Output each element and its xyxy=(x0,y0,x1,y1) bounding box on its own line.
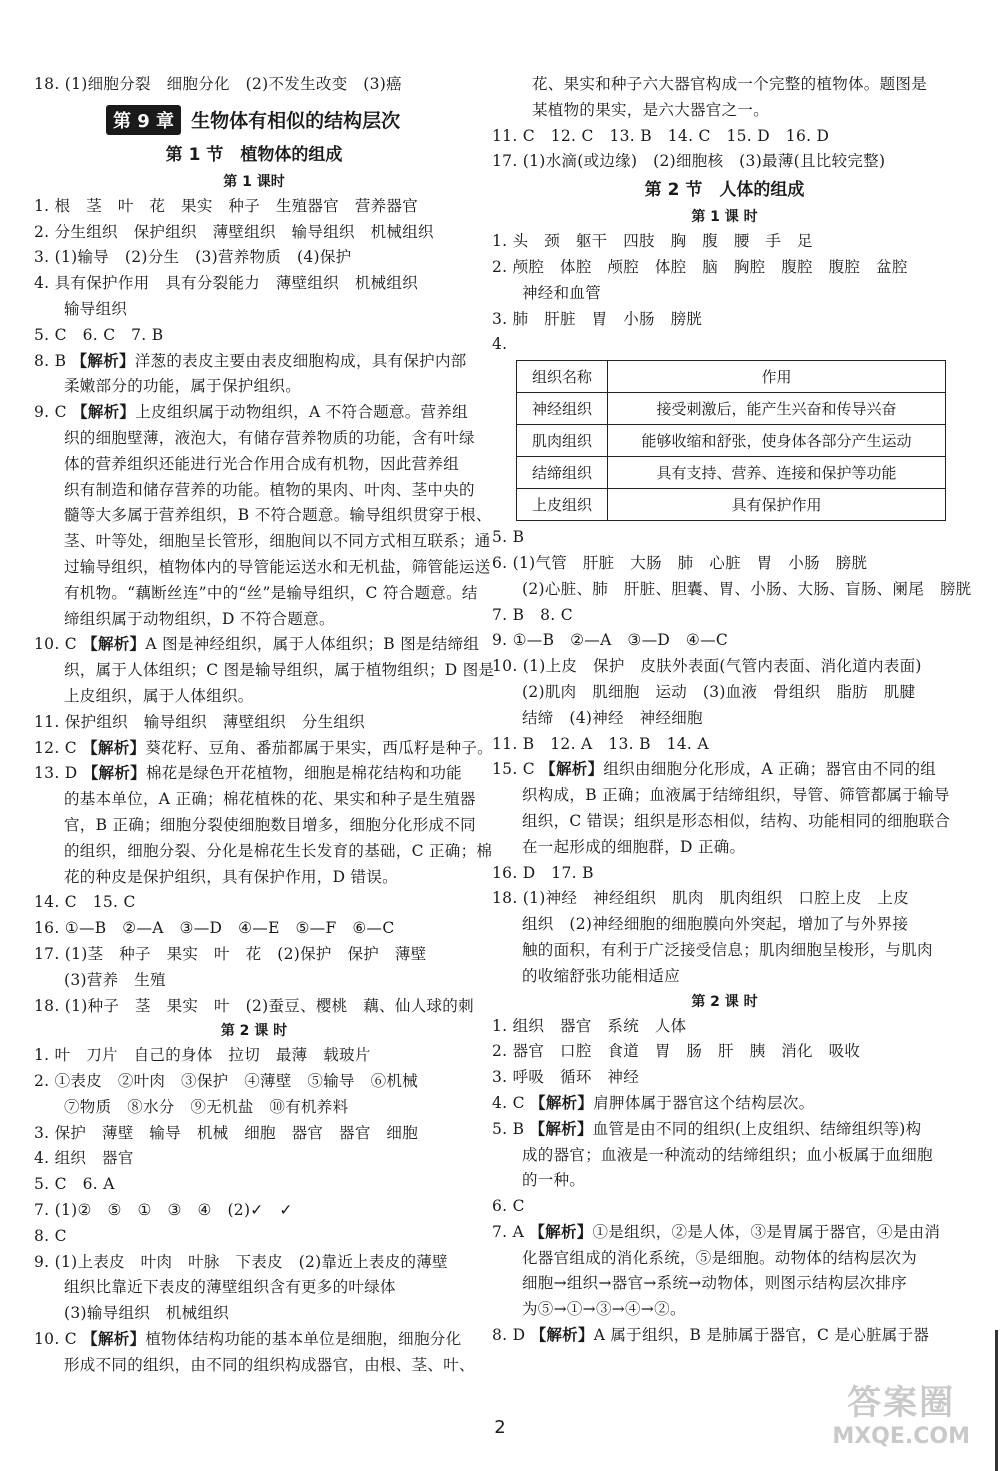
table-cell: 能够收缩和舒张，使身体各部分产生运动 xyxy=(608,425,946,457)
text-line: 1. 叶 刀片 自己的身体 拉切 最薄 载玻片 xyxy=(34,1046,371,1065)
answer-text: A 图是神经组织，属于人体组织；B 图是结缔组 xyxy=(145,635,480,654)
text-line: 4. xyxy=(492,335,508,354)
table-cell: 神经组织 xyxy=(517,393,608,425)
table-cell: 具有支持、营养、连接和保护等功能 xyxy=(608,457,946,489)
analysis-tag: 【解析】 xyxy=(529,1222,593,1241)
analysis-tag: 【解析】 xyxy=(530,1326,594,1345)
answer-number: 15. C xyxy=(492,760,541,779)
text-line: 2. ①表皮 ②叶肉 ③保护 ④薄壁 ⑤输导 ⑥机械 xyxy=(34,1072,419,1091)
answer-text: 洋葱的表皮主要由表皮细胞构成，具有保护内部 xyxy=(134,351,467,370)
answer-text: 棉花是绿色开花植物，细胞是棉花结构和功能 xyxy=(145,764,462,783)
text-line: 11. 保护组织 输导组织 薄壁组织 分生组织 xyxy=(34,712,365,731)
text-line: 16. ①—B ②—A ③—D ④—E ⑤—F ⑥—C xyxy=(34,919,395,938)
text-line: 9. ①—B ②—A ③—D ④—C xyxy=(492,631,729,650)
text-line: ⑦物质 ⑧水分 ⑨无机盐 ⑩有机养料 xyxy=(64,1097,349,1116)
lesson-title: 第 2 课 时 xyxy=(220,1023,288,1040)
text-line: 柔嫩部分的功能，属于保护组织。 xyxy=(64,377,302,396)
text-line: 18. (1)种子 茎 果实 叶 (2)蚕豆、樱桃 藕、仙人球的刺 xyxy=(34,996,474,1015)
text-line: 1. 组织 器官 系统 人体 xyxy=(492,1016,687,1035)
text-line: 7. (1)② ⑤ ① ③ ④ (2)✓ ✓ xyxy=(34,1201,293,1220)
section-title: 第 1 节 植物体的组成 xyxy=(165,144,343,165)
watermark xyxy=(832,1375,970,1449)
text-line: 的基本单位，A 正确；棉花植株的花、果实和种子是生殖器 xyxy=(64,790,476,809)
text-line: 成的器官；血液是一种流动的结缔组织；血小板属于血细胞 xyxy=(522,1145,933,1164)
text-line: (3)营养 生殖 xyxy=(64,970,166,989)
analysis-tag: 【解析】 xyxy=(530,1093,594,1112)
answer-text: ①是组织，②是人体，③是胃属于器官，④是由消 xyxy=(592,1222,941,1241)
text-line: 织构成，B 正确；血液属于结缔组织，导管、筛管都属于输导 xyxy=(522,786,950,805)
text-line: 18. (1)细胞分裂 细胞分化 (2)不发生改变 (3)癌 xyxy=(34,75,402,93)
table-header-cell: 组织名称 xyxy=(517,361,608,393)
answer-number: 4. C xyxy=(492,1093,531,1112)
text-line: 有机物。“藕断丝连”中的“丝”是输导组织，C 符合题意。结 xyxy=(64,583,478,602)
text-line: 化器官组成的消化系统，⑤是细胞。动物体的结构层次为 xyxy=(522,1248,918,1267)
answer-text: A 属于组织，B 是肺属于器官，C 是心脏属于器 xyxy=(593,1326,930,1345)
table-row xyxy=(517,489,946,521)
answer-number: 10. C xyxy=(34,635,83,654)
table-row xyxy=(517,425,946,457)
text-line: 4. 具有保护作用 具有分裂能力 薄壁组织 机械组织 xyxy=(34,274,419,293)
table-row xyxy=(517,393,946,425)
text-line: 3. 肺 肝脏 胃 小肠 膀胱 xyxy=(492,309,703,328)
answer-line xyxy=(34,349,474,375)
text-line: 的收缩舒张功能相适应 xyxy=(522,966,681,985)
answer-text: 肩胛体属于器官这个结构层次。 xyxy=(593,1093,815,1112)
text-line: 11. C 12. C 13. B 14. C 15. D 16. D xyxy=(492,126,830,145)
answer-line xyxy=(34,736,493,762)
text-line: 9. (1)上表皮 叶肉 叶脉 下表皮 (2)靠近上表皮的薄壁 xyxy=(34,1252,448,1271)
text-line: 上皮组织，属于人体组织。 xyxy=(64,686,254,705)
watermark-url: MXQE.COM xyxy=(832,1424,970,1449)
table-header-cell: 作用 xyxy=(608,361,946,393)
answer-number: 8. D xyxy=(492,1326,531,1345)
answer-text: 植物体结构功能的基本单位是细胞，细胞分化 xyxy=(145,1330,462,1349)
tissue-table xyxy=(516,360,946,521)
watermark-logo: 答案圈 xyxy=(847,1383,956,1423)
analysis-tag: 【解析】 xyxy=(529,1119,593,1138)
chapter-number: 第 9 章 xyxy=(106,105,181,135)
text-line: 在一起形成的细胞群，D 正确。 xyxy=(522,837,746,856)
answer-line xyxy=(492,1117,957,1143)
text-line: 花、果实和种子六大器官构成一个完整的植物体。题图是 xyxy=(532,75,928,93)
text-line: 形成不同的组织，由不同的组织构成器官，由根、茎、叶、 xyxy=(64,1355,475,1374)
table-cell: 结缔组织 xyxy=(517,457,608,489)
analysis-tag: 【解析】 xyxy=(71,351,135,370)
answer-line xyxy=(34,761,474,787)
analysis-tag: 【解析】 xyxy=(540,760,604,779)
answer-line xyxy=(492,757,957,783)
text-line: 为⑤→①→③→④→②。 xyxy=(522,1300,686,1319)
table-cell: 上皮组织 xyxy=(517,489,608,521)
answer-number: 7. A xyxy=(492,1222,530,1241)
text-line: 组织比靠近下表皮的薄壁组织含有更多的叶绿体 xyxy=(64,1278,396,1297)
text-line: (2)肌肉 肌细胞 运动 (3)血液 骨组织 脂肪 肌腱 xyxy=(522,682,916,701)
lesson-title: 第 1 课时 xyxy=(223,173,285,190)
text-line: 织，属于人体组织；C 图是输导组织，属于植物组织；D 图是 xyxy=(64,661,495,680)
left-column xyxy=(34,72,495,1379)
text-line: 2. 器官 口腔 食道 胃 肠 肝 胰 消化 吸收 xyxy=(492,1042,861,1061)
answer-line xyxy=(34,632,480,658)
answer-line xyxy=(492,1323,957,1349)
text-line: 神经和血管 xyxy=(522,283,602,302)
answer-number: 12. C xyxy=(34,738,83,757)
text-line: 10. (1)上皮 保护 皮肤外表面(气管内表面、消化道内表面) xyxy=(492,657,922,676)
text-line: 触的面积，有利于广泛接受信息；肌肉细胞呈梭形，与肌肉 xyxy=(522,940,933,959)
text-line: 织的细胞壁薄，液泡大，有储存营养物质的功能，含有叶绿 xyxy=(64,428,475,447)
answer-line xyxy=(492,1091,957,1117)
table-header-row xyxy=(517,361,946,393)
text-line: 细胞→组织→器官→系统→动物体，则图示结构层次排序 xyxy=(522,1274,907,1293)
answer-line xyxy=(34,1327,474,1353)
chapter-heading xyxy=(106,104,474,136)
text-line: 18. (1)神经 神经组织 肌肉 肌肉组织 口腔上皮 上皮 xyxy=(492,889,910,908)
answer-text: 血管是由不同的组织(上皮组织、结缔组织等)构 xyxy=(592,1119,922,1138)
text-line: 花的种皮是保护组织，具有保护作用，D 错误。 xyxy=(64,867,398,886)
text-line: 17. (1)水滴(或边缘) (2)细胞核 (3)最薄(且比较完整) xyxy=(492,152,886,171)
text-line: 1. 头 颈 躯干 四肢 胸 腹 腰 手 足 xyxy=(492,232,813,251)
text-line: 某植物的果实，是六大器官之一。 xyxy=(532,100,770,119)
answer-line xyxy=(492,1220,957,1246)
table-cell: 接受刺激后，能产生兴奋和传导兴奋 xyxy=(608,393,946,425)
text-line: 输导组织 xyxy=(64,299,128,318)
text-line: 2. 颅腔 体腔 颅腔 体腔 脑 胸腔 腹腔 腹腔 盆腔 xyxy=(492,257,908,276)
answer-line xyxy=(34,400,474,426)
answer-text: 组织由细胞分化形成，A 正确；器官由不同的组 xyxy=(603,760,937,779)
text-line: 17. (1)茎 种子 果实 叶 花 (2)保护 保护 薄壁 xyxy=(34,944,427,963)
section-title: 第 2 节 人体的组成 xyxy=(644,180,805,201)
text-line: 3. 呼吸 循环 神经 xyxy=(492,1068,640,1087)
table-row xyxy=(517,457,946,489)
text-line: 髓等大多属于营养组织，B 不符合题意。输导组织贯穿于根、 xyxy=(64,506,492,525)
answer-number: 8. B xyxy=(34,351,72,370)
answer-number: 10. C xyxy=(34,1330,83,1349)
analysis-tag: 【解析】 xyxy=(82,764,146,783)
text-line: 5. B xyxy=(492,528,525,547)
answer-text: 上皮组织属于动物组织，A 不符合题意。营养组 xyxy=(135,403,468,422)
text-line: 4. 组织 器官 xyxy=(34,1149,134,1168)
text-line: 体的营养组织还能进行光合作用合成有机物，因此营养组 xyxy=(64,454,460,473)
chapter-title: 生物体有相似的结构层次 xyxy=(191,110,401,133)
text-line: 3. (1)输导 (2)分生 (3)营养物质 (4)保护 xyxy=(34,248,352,267)
analysis-tag: 【解析】 xyxy=(82,635,146,654)
text-line: 的一种。 xyxy=(522,1171,586,1190)
text-line: 16. D 17. B xyxy=(492,863,594,882)
text-line: 6. C xyxy=(492,1197,525,1216)
text-line: 3. 保护 薄壁 输导 机械 细胞 器官 器官 细胞 xyxy=(34,1123,419,1142)
text-line: 结缔 (4)神经 神经细胞 xyxy=(522,708,703,727)
answer-number: 13. D xyxy=(34,764,83,783)
text-line: 过输导组织，植物体内的导管能运送水和无机盐，筛管能运送 xyxy=(64,557,491,576)
table-cell: 具有保护作用 xyxy=(608,489,946,521)
text-line: (2)心脏、肺 肝脏、胆囊、胃、小肠、大肠、盲肠、阑尾 膀胱 xyxy=(522,579,972,598)
text-line: 2. 分生组织 保护组织 薄壁组织 输导组织 机械组织 xyxy=(34,222,434,241)
page-number: 2 xyxy=(494,1417,506,1438)
text-line: 5. C 6. C 7. B xyxy=(34,325,164,344)
table-cell: 肌肉组织 xyxy=(517,425,608,457)
text-line: (3)输导组织 机械组织 xyxy=(64,1304,230,1323)
text-line: 缔组织属于动物组织，D 不符合题意。 xyxy=(64,609,335,628)
answer-number: 9. C xyxy=(34,403,73,422)
text-line: 的组织，细胞分裂、分化是棉花生长发育的基础，C 正确；棉 xyxy=(64,841,493,860)
analysis-tag: 【解析】 xyxy=(72,403,136,422)
text-line: 5. C 6. A xyxy=(34,1175,115,1194)
text-line: 官，B 正确；细胞分裂使细胞数目增多，细胞分化形成不同 xyxy=(64,815,476,834)
analysis-tag: 【解析】 xyxy=(82,738,146,757)
text-line: 8. C xyxy=(34,1226,67,1245)
edge-rule xyxy=(995,1330,998,1471)
text-line: 组织 (2)神经细胞的细胞膜向外突起，增加了与外界接 xyxy=(522,915,909,934)
text-line: 1. 根 茎 叶 花 果实 种子 生殖器官 营养器官 xyxy=(34,196,419,215)
text-line: 7. B 8. C xyxy=(492,605,573,624)
text-line: 14. C 15. C xyxy=(34,893,136,912)
lesson-title: 第 2 课 时 xyxy=(691,993,758,1010)
text-line: 6. (1)气管 肝脏 大肠 肺 心脏 胃 小肠 膀胱 xyxy=(492,553,868,572)
text-line: 茎、叶等处，细胞呈长管形，细胞间以不同方式相互联系；通 xyxy=(64,532,491,551)
answer-number: 5. B xyxy=(492,1119,530,1138)
text-line: 组织，C 错误；组织是形态相似，结构、功能相同的细胞联合 xyxy=(522,811,951,830)
analysis-tag: 【解析】 xyxy=(82,1330,146,1349)
lesson-title: 第 1 课 时 xyxy=(691,209,758,226)
text-line: 11. B 12. A 13. B 14. A xyxy=(492,734,709,753)
right-column xyxy=(492,72,972,1349)
answer-text: 葵花籽、豆角、番茄都属于果实，西瓜籽是种子。 xyxy=(145,738,493,757)
text-line: 织有制造和储存营养的功能。植物的果肉、叶肉、茎中央的 xyxy=(64,480,475,499)
